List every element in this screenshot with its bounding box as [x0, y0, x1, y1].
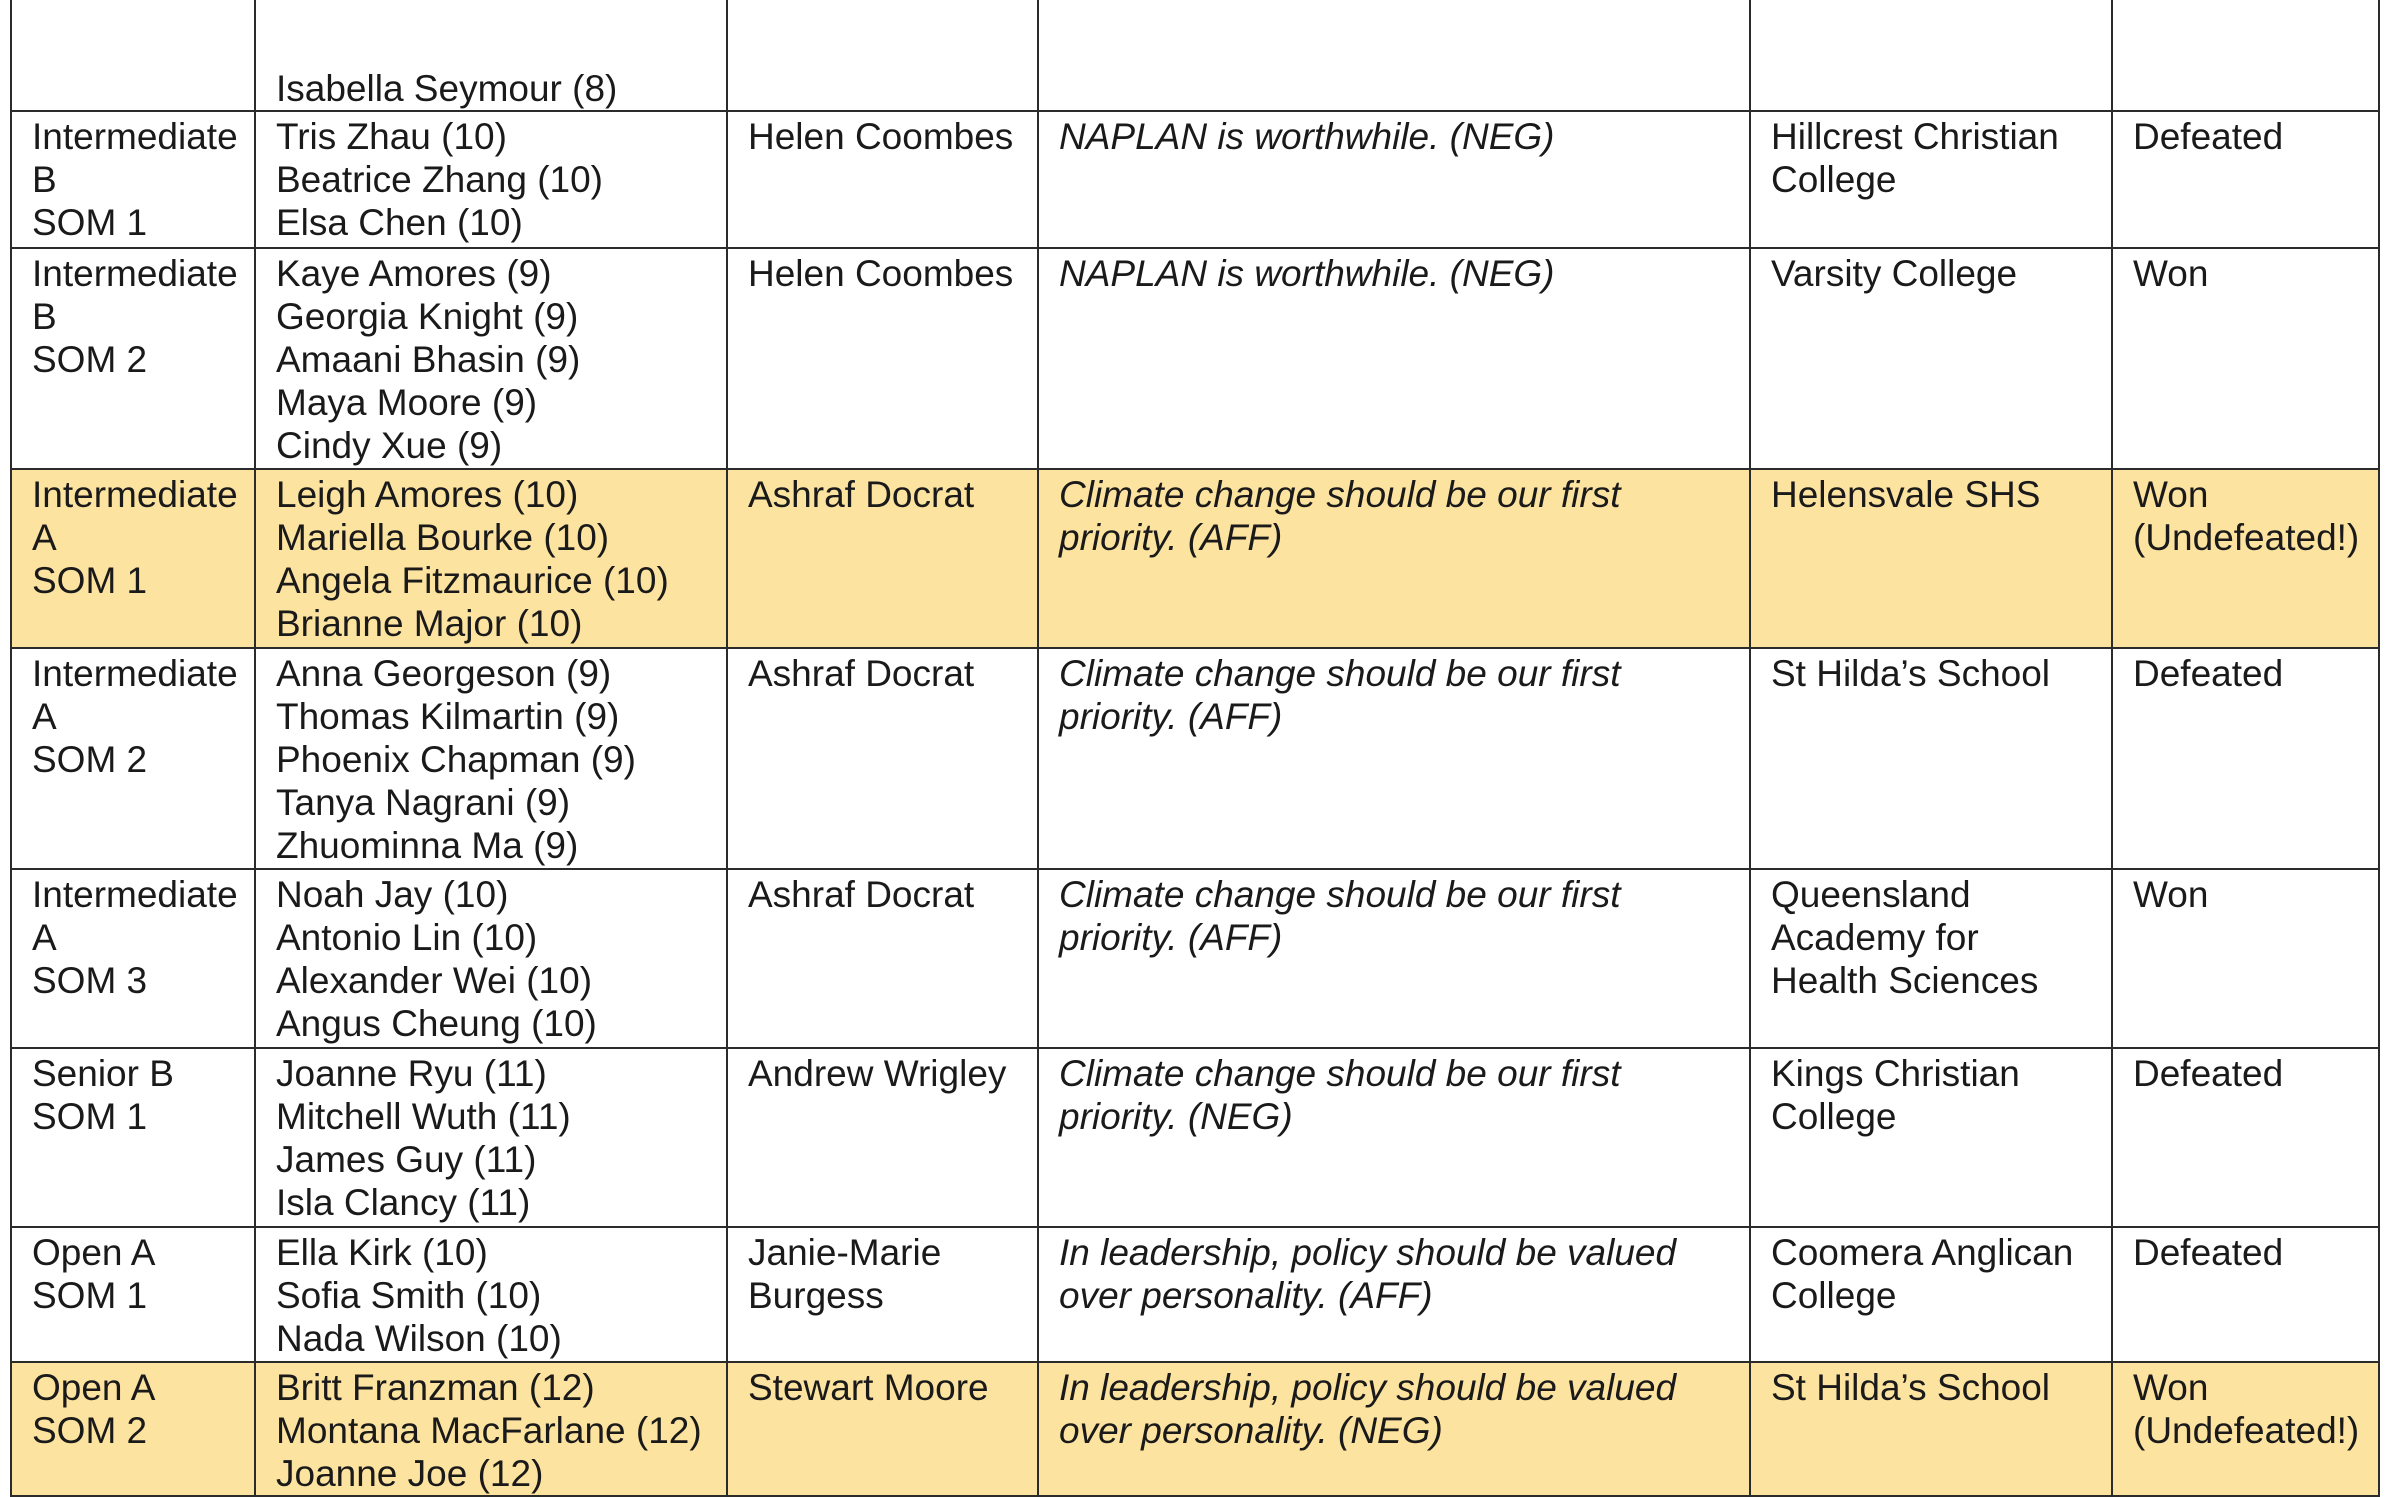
results-document: [10, 0, 2378, 1497]
team-line: SOM 1: [32, 1275, 148, 1316]
table-row: [11, 1048, 2379, 1227]
topic-line: Climate change should be our first: [1059, 874, 1621, 915]
members-line: Leigh Amores (10): [276, 474, 579, 515]
members-line: Angus Cheung (10): [276, 1003, 597, 1044]
team-line: Senior B: [32, 1053, 174, 1094]
team-line: Intermediate: [32, 253, 238, 294]
team-line: [32, 24, 246, 67]
coach-line: Ashraf Docrat: [748, 653, 975, 694]
table-row: [11, 0, 2379, 111]
members-line: Thomas Kilmartin (9): [276, 696, 620, 737]
members-line: Isla Clancy (11): [276, 1182, 531, 1223]
members-line: Amaani Bhasin (9): [276, 339, 581, 380]
result-line: Defeated: [2133, 1053, 2284, 1094]
topic-line: NAPLAN is worthwhile. (NEG): [1059, 253, 1555, 294]
members-cell: [255, 648, 727, 869]
members-cell: [255, 869, 727, 1048]
topic-line: In leadership, policy should be valued: [1059, 1367, 1677, 1408]
team-cell: [11, 0, 255, 111]
result-line: Defeated: [2133, 116, 2284, 157]
members-line: Kaye Amores (9): [276, 253, 552, 294]
coach-line: Janie-Marie: [748, 1232, 942, 1273]
members-line: Mitchell Wuth (11): [276, 1096, 571, 1137]
coach-line: Andrew Wrigley: [748, 1053, 1007, 1094]
opposition-line: Queensland: [1771, 874, 1971, 915]
opposition-line: St Hilda’s School: [1771, 1367, 2051, 1408]
team-line: A: [32, 517, 57, 558]
result-line: Won: [2133, 474, 2209, 515]
result-cell: [2112, 111, 2379, 248]
members-line: Joanne Ryu (11): [276, 1053, 547, 1094]
members-line: Phoenix Chapman (9): [276, 739, 636, 780]
topic-line: over personality. (NEG): [1059, 1410, 1443, 1451]
members-line: Alexander Wei (10): [276, 960, 593, 1001]
members-cell: [255, 1227, 727, 1362]
opposition-line: College: [1771, 159, 1897, 200]
coach-cell: [727, 648, 1038, 869]
result-cell: [2112, 0, 2379, 111]
result-line: (Undefeated!): [2133, 1410, 2360, 1451]
opposition-cell: [1750, 0, 2112, 111]
team-line: [32, 0, 246, 24]
topic-line: In leadership, policy should be valued: [1059, 1232, 1677, 1273]
result-line: [2133, 67, 2370, 110]
team-cell: [11, 248, 255, 469]
result-cell: [2112, 648, 2379, 869]
opposition-line: Coomera Anglican: [1771, 1232, 2074, 1273]
members-cell: [255, 469, 727, 648]
result-line: Won: [2133, 1367, 2209, 1408]
coach-line: [748, 67, 1029, 110]
coach-cell: [727, 1362, 1038, 1496]
team-cell: [11, 869, 255, 1048]
members-line: James Guy (11): [276, 1139, 537, 1180]
team-cell: [11, 1362, 255, 1496]
members-line: Tris Zhau (10): [276, 116, 507, 157]
topic-line: priority. (NEG): [1059, 1096, 1293, 1137]
coach-cell: [727, 1048, 1038, 1227]
team-line: SOM 1: [32, 202, 148, 243]
team-line: SOM 1: [32, 1096, 148, 1137]
members-line: Noah Jay (10): [276, 874, 509, 915]
opposition-line: Varsity College: [1771, 253, 2018, 294]
table-row: [11, 248, 2379, 469]
team-line: SOM 1: [32, 560, 148, 601]
team-line: Open A: [32, 1232, 156, 1273]
topic-line: priority. (AFF): [1059, 917, 1283, 958]
team-line: SOM 2: [32, 739, 148, 780]
opposition-line: Academy for: [1771, 917, 1979, 958]
result-line: Won: [2133, 874, 2209, 915]
members-line: Britt Franzman (12): [276, 1367, 595, 1408]
team-line: Intermediate: [32, 874, 238, 915]
members-line: Nada Wilson (10): [276, 1318, 562, 1359]
team-line: A: [32, 696, 57, 737]
topic-cell: [1038, 248, 1750, 469]
topic-cell: [1038, 111, 1750, 248]
table-row: [11, 469, 2379, 648]
coach-line: Helen Coombes: [748, 116, 1014, 157]
members-line: Mariella Bourke (10): [276, 517, 610, 558]
opposition-cell: [1750, 469, 2112, 648]
topic-cell: [1038, 469, 1750, 648]
coach-line: Burgess: [748, 1275, 884, 1316]
topic-line: over personality. (AFF): [1059, 1275, 1433, 1316]
opposition-cell: [1750, 869, 2112, 1048]
team-line: B: [32, 296, 57, 337]
opposition-cell: [1750, 1362, 2112, 1496]
coach-cell: [727, 111, 1038, 248]
coach-cell: [727, 0, 1038, 111]
members-cell: [255, 248, 727, 469]
result-line: Defeated: [2133, 653, 2284, 694]
members-line: Beatrice Zhang (10): [276, 159, 604, 200]
members-line: Georgia Knight (9): [276, 296, 579, 337]
team-cell: [11, 1048, 255, 1227]
members-line: Montana MacFarlane (12): [276, 1410, 702, 1451]
team-line: SOM 3: [32, 960, 148, 1001]
opposition-cell: [1750, 1048, 2112, 1227]
members-line: Sofia Smith (10): [276, 1275, 542, 1316]
table-row: [11, 648, 2379, 869]
team-line: B: [32, 159, 57, 200]
topic-cell: [1038, 869, 1750, 1048]
coach-cell: [727, 469, 1038, 648]
result-line: Defeated: [2133, 1232, 2284, 1273]
opposition-cell: [1750, 111, 2112, 248]
members-cell: [255, 1048, 727, 1227]
coach-cell: [727, 1227, 1038, 1362]
table-row: [11, 1227, 2379, 1362]
team-line: Intermediate: [32, 116, 238, 157]
members-line: Brianne Major (10): [276, 603, 583, 644]
topic-line: Climate change should be our first: [1059, 474, 1621, 515]
members-line: Elsa Chen (10): [276, 202, 523, 243]
members-line: Angela Fitzmaurice (10): [276, 560, 669, 601]
members-line: Anna Georgeson (9): [276, 653, 612, 694]
coach-line: Helen Coombes: [748, 253, 1014, 294]
team-cell: [11, 648, 255, 869]
opposition-cell: [1750, 648, 2112, 869]
team-line: Intermediate: [32, 653, 238, 694]
opposition-line: College: [1771, 1275, 1897, 1316]
opposition-line: Hillcrest Christian: [1771, 116, 2059, 157]
members-line: Ella Kirk (10): [276, 1232, 488, 1273]
topic-cell: [1038, 648, 1750, 869]
coach-line: Ashraf Docrat: [748, 474, 975, 515]
opposition-line: St Hilda’s School: [1771, 653, 2051, 694]
topic-line: Climate change should be our first: [1059, 1053, 1621, 1094]
team-cell: [11, 111, 255, 248]
topic-cell: [1038, 1048, 1750, 1227]
members-cell: [255, 0, 727, 111]
team-line: Intermediate: [32, 474, 238, 515]
table-row: [11, 1362, 2379, 1496]
topic-cell: [1038, 1362, 1750, 1496]
coach-cell: [727, 248, 1038, 469]
topic-line: NAPLAN is worthwhile. (NEG): [1059, 116, 1555, 157]
team-line: A: [32, 917, 57, 958]
result-cell: [2112, 869, 2379, 1048]
team-line: SOM 2: [32, 1410, 148, 1451]
team-cell: [11, 1227, 255, 1362]
topic-line: Climate change should be our first: [1059, 653, 1621, 694]
team-cell: [11, 469, 255, 648]
result-cell: [2112, 469, 2379, 648]
members-line: Tanya Nagrani (9): [276, 782, 571, 823]
members-line: Joanne Joe (12): [276, 1453, 544, 1494]
debate-results-table: [10, 0, 2380, 1497]
members-line: Zhuominna Ma (9): [276, 825, 579, 866]
team-line: SOM 2: [32, 339, 148, 380]
topic-line: priority. (AFF): [1059, 696, 1283, 737]
topic-line: [1059, 67, 1741, 110]
coach-line: Stewart Moore: [748, 1367, 989, 1408]
opposition-line: Health Sciences: [1771, 960, 2039, 1001]
members-line: Antonio Lin (10): [276, 917, 538, 958]
table-row: [11, 111, 2379, 248]
members-line: Cindy Xue (9): [276, 425, 503, 466]
team-line: Open A: [32, 1367, 156, 1408]
opposition-line: Helensvale SHS: [1771, 474, 2041, 515]
team-line: [32, 67, 246, 110]
opposition-line: College: [1771, 1096, 1897, 1137]
result-cell: [2112, 1227, 2379, 1362]
topic-cell: [1038, 1227, 1750, 1362]
members-cell: [255, 1362, 727, 1496]
topic-cell: [1038, 0, 1750, 111]
members-line: Isabella Seymour (8): [276, 68, 618, 109]
result-cell: [2112, 1362, 2379, 1496]
opposition-line: Kings Christian: [1771, 1053, 2020, 1094]
opposition-cell: [1750, 1227, 2112, 1362]
opposition-line: [1771, 67, 2103, 110]
members-line: Maya Moore (9): [276, 382, 538, 423]
opposition-cell: [1750, 248, 2112, 469]
topic-line: priority. (AFF): [1059, 517, 1283, 558]
result-cell: [2112, 1048, 2379, 1227]
result-cell: [2112, 248, 2379, 469]
coach-line: Ashraf Docrat: [748, 874, 975, 915]
table-row: [11, 869, 2379, 1048]
members-cell: [255, 111, 727, 248]
coach-cell: [727, 869, 1038, 1048]
result-line: Won: [2133, 253, 2209, 294]
result-line: (Undefeated!): [2133, 517, 2360, 558]
